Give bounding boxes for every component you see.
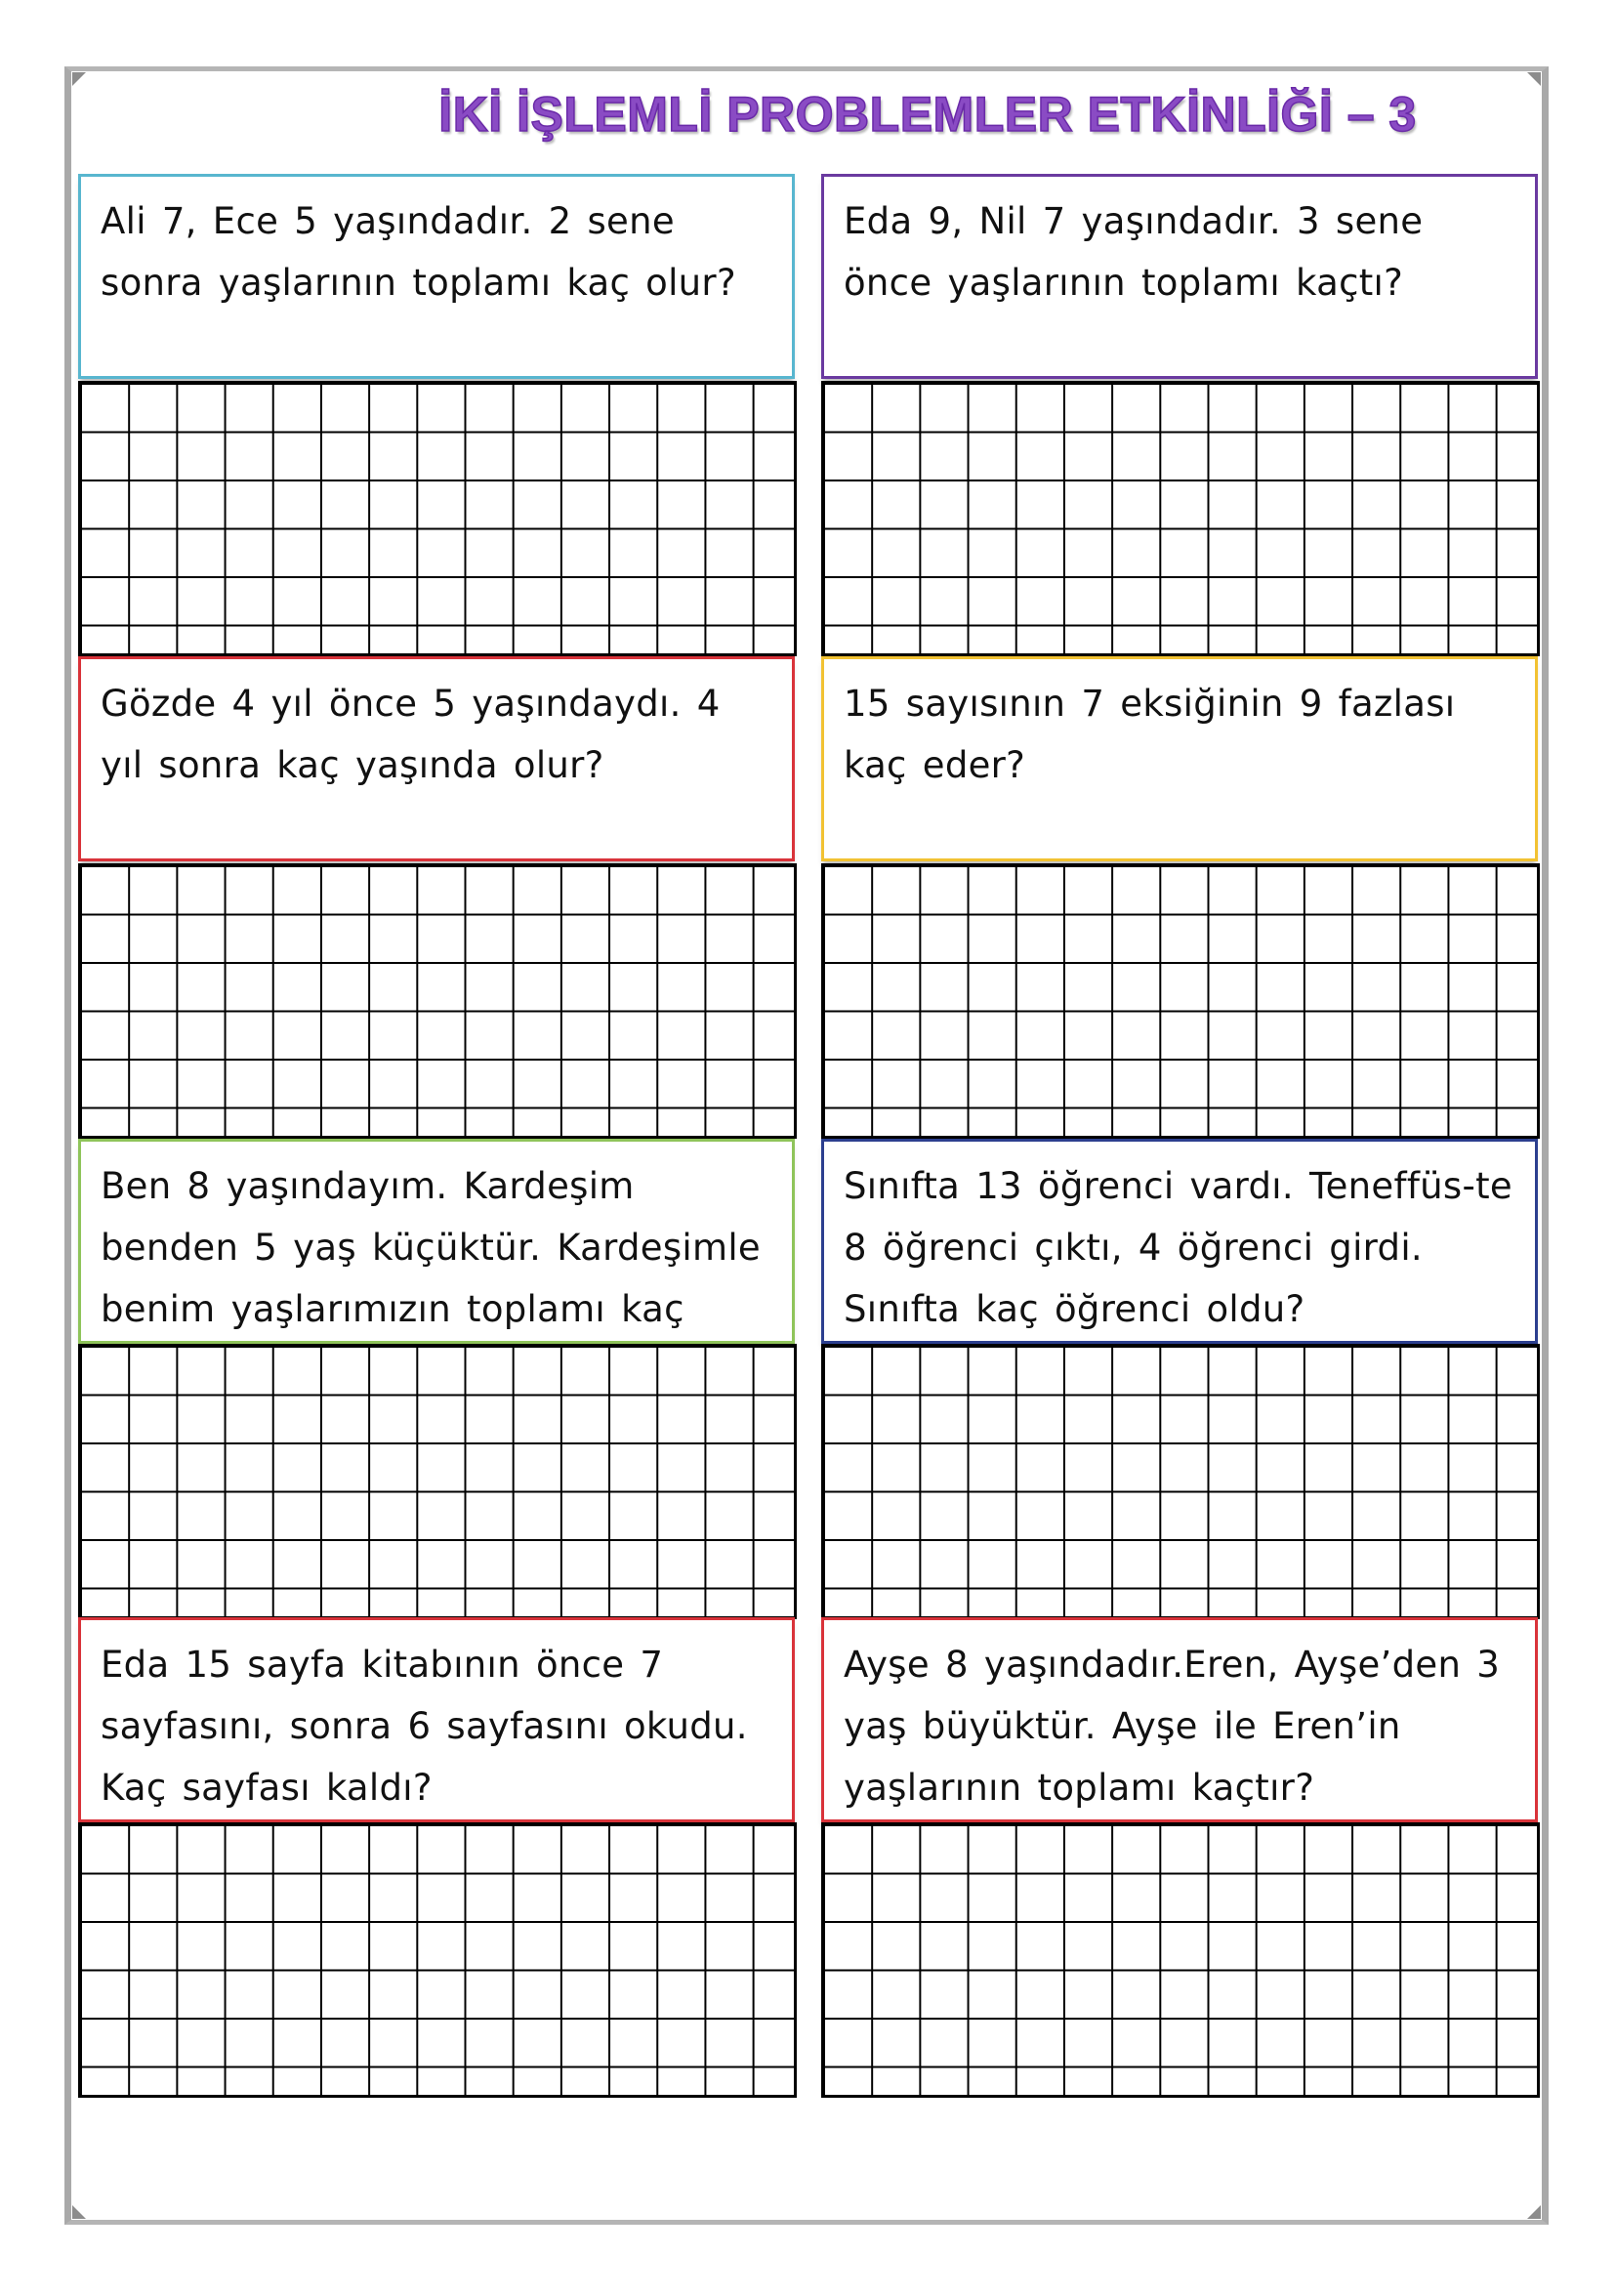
- corner-ornament: [72, 72, 86, 86]
- answer-grid-3[interactable]: [78, 863, 797, 1139]
- problem-text-3: Gözde 4 yıl önce 5 yaşındaydı. 4 yıl sonra kaç yaşında olur?: [101, 683, 721, 786]
- problem-box-2: [821, 174, 1538, 379]
- answer-grid-6[interactable]: [821, 1344, 1540, 1619]
- answer-grid-5[interactable]: [78, 1344, 797, 1619]
- problem-box-3: [78, 656, 795, 861]
- corner-ornament: [1527, 72, 1541, 86]
- problem-box-4: [821, 656, 1538, 861]
- answer-grid-2[interactable]: [821, 381, 1540, 656]
- problem-box-1: [78, 174, 795, 379]
- problem-text-2: Eda 9, Nil 7 yaşındadır. 3 sene önce yaşlarının toplamı kaçtı?: [844, 200, 1424, 304]
- problem-text-4: 15 sayısının 7 eksiğinin 9 fazlası kaç eder?: [844, 683, 1456, 786]
- problem-box-7: [78, 1617, 795, 1822]
- problem-text-5: Ben 8 yaşındayım. Kardeşim benden 5 yaş küçüktür. Kardeşimle benim yaşlarımızın toplamı kaç: [101, 1165, 761, 1330]
- answer-grid-4[interactable]: [821, 863, 1540, 1139]
- problem-box-8: [821, 1617, 1538, 1822]
- problem-text-1: Ali 7, Ece 5 yaşındadır. 2 sene sonra yaşlarının toplamı kaç olur?: [101, 200, 736, 304]
- corner-ornament: [72, 2205, 86, 2219]
- problem-text-6: Sınıfta 13 öğrenci vardı. Teneffüs-te 8 öğrenci çıktı, 4 öğrenci girdi. Sınıfta kaç öğrenci oldu?: [844, 1165, 1512, 1330]
- worksheet-title: İKİ İŞLEMLİ PROBLEMLER ETKİNLİĞİ – 3: [438, 87, 1417, 142]
- answer-grid-7[interactable]: [78, 1822, 797, 2098]
- corner-ornament: [1527, 2205, 1541, 2219]
- problem-text-7: Eda 15 sayfa kitabının önce 7 sayfasını, sonra 6 sayfasını okudu. Kaç sayfası kaldı?: [101, 1644, 748, 1809]
- answer-grid-8[interactable]: [821, 1822, 1540, 2098]
- problem-text-8: Ayşe 8 yaşındadır.Eren, Ayşe’den 3 yaş büyüktür. Ayşe ile Eren’in yaşlarının toplamı kaçtır?: [844, 1644, 1501, 1809]
- answer-grid-1[interactable]: [78, 381, 797, 656]
- problem-box-6: [821, 1139, 1538, 1344]
- problem-box-5: [78, 1139, 795, 1344]
